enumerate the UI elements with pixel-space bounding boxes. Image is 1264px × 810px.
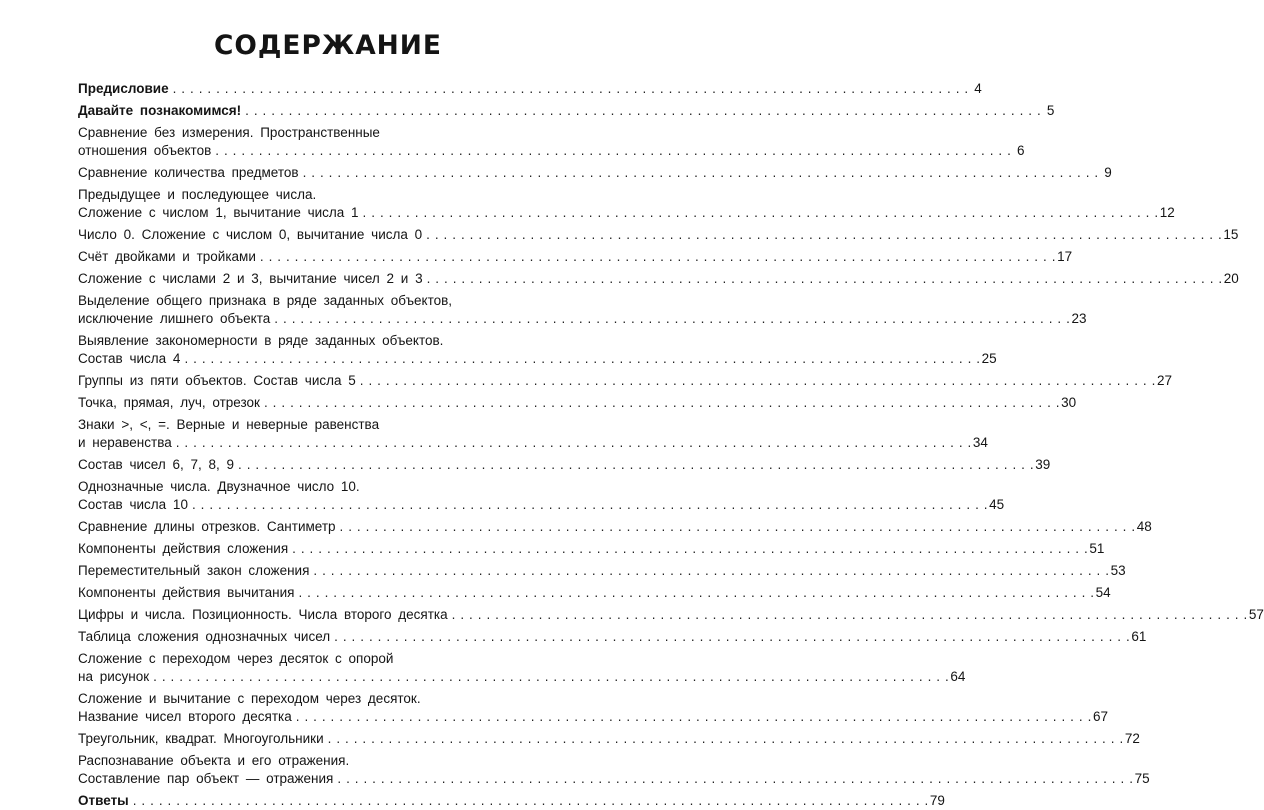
toc-entry [78,186,1175,222]
toc-entry-row [78,248,1073,266]
toc-entry-title-line: Сложение и вычитание с переходом через десяток. [78,691,421,706]
toc-entry-row [78,518,1152,536]
toc-entry-row [78,562,1126,580]
toc-entry-title-line: отношения объектов [78,143,212,158]
dot-leader [215,142,1011,160]
toc-entry [78,456,1051,474]
toc-entry-title-line: Сравнение без измерения. Пространственные [78,125,380,140]
toc-entry-title-line: Выявление закономерности в ряде заданных объектов. [78,333,444,348]
toc-entry-page-number: 34 [972,435,988,450]
toc-entry-title-line: Составление пар объект — отражения [78,771,334,786]
toc-entry-page-number: 5 [1046,103,1055,118]
toc-entry-title-line: Компоненты действия сложения [78,541,289,556]
toc-entry-row [78,730,1140,748]
toc-entry-title-line: Состав числа 4 [78,351,181,366]
toc-entry-row [78,204,1175,222]
toc-entry [78,248,1073,266]
dot-leader [334,628,1130,646]
toc-entry [78,332,997,368]
toc-entry-page-number: 79 [929,793,945,808]
dot-leader [274,310,1070,328]
toc-entry-title-line: Сложение с числом 1, вычитание числа 1 [78,205,359,220]
dot-leader [298,584,1094,602]
toc-entry [78,606,1264,624]
toc-entry [78,394,1077,412]
toc-entry [78,372,1172,390]
toc-entry-row [78,434,988,452]
dot-leader [427,270,1223,288]
toc-entry [78,730,1140,748]
toc-entry [78,518,1152,536]
toc-entry-title-line: Переместительный закон сложения [78,563,310,578]
toc-entry-page-number: 15 [1223,227,1239,242]
toc-entry-row [78,792,945,810]
toc-entry-page-number: 20 [1223,271,1239,286]
toc-entry-row [78,708,1108,726]
toc-entry-title-line: Выделение общего признака в ряде заданных объектов, [78,293,453,308]
toc-entry [78,584,1111,602]
toc-entry [78,80,982,98]
toc-entry-title-line: Предыдущее и последующее числа. [78,187,317,202]
toc-entry-title-line: Таблица сложения однозначных чисел [78,629,331,644]
toc-entry-title-line: Треугольник, квадрат. Многоугольники [78,731,324,746]
toc-entry-title-line: Группы из пяти объектов. Состав числа 5 [78,373,356,388]
toc-entry-row [78,496,1005,514]
dot-leader [360,372,1156,390]
toc-entry-page-number: 72 [1124,731,1140,746]
toc-entry-row [78,628,1147,646]
dot-leader [328,730,1124,748]
toc-entry-title-line: Распознавание объекта и его отражения. [78,753,350,768]
toc-entry-page-number: 48 [1136,519,1152,534]
toc-entry-page-number: 23 [1071,311,1087,326]
toc-entry [78,124,1025,160]
page-title: СОДЕРЖАНИЕ [213,30,442,61]
toc-entry-title-line: Счёт двойками и тройками [78,249,256,264]
toc-entry [78,562,1126,580]
toc-entry-page-number: 9 [1104,165,1112,180]
dot-leader [245,102,1041,120]
toc-entry-page-number: 30 [1061,395,1077,410]
dot-leader [340,518,1136,536]
toc-entry [78,540,1105,558]
toc-entry-row [78,770,1150,788]
toc-entry-row [78,142,1025,160]
toc-entry-row [78,456,1051,474]
dot-leader [173,80,969,98]
toc-entry-title-line: Название чисел второго десятка [78,709,292,724]
toc-entry-page-number: 57 [1248,607,1264,622]
dot-leader [452,606,1248,624]
toc-entry-title-line: Состав чисел 6, 7, 8, 9 [78,457,235,472]
toc-entry-row [78,540,1105,558]
toc-entry [78,752,1150,788]
dot-leader [363,204,1159,222]
toc-entry-row [78,372,1172,390]
dot-leader [176,434,972,452]
dot-leader [303,164,1099,182]
toc-entry-title-line: Цифры и числа. Позиционность. Числа второго десятка [78,607,448,622]
toc-entry-title-line: Сложение с числами 2 и 3, вычитание чисел 2 и 3 [78,271,423,286]
toc-entry-page-number: 45 [989,497,1005,512]
toc-entry-page-number: 4 [974,81,982,96]
toc-entry-page-number: 6 [1016,143,1025,158]
toc-entry-row [78,310,1087,328]
toc-entry-title-line: Однозначные числа. Двузначное число 10. [78,479,360,494]
toc-entry-page-number: 54 [1095,585,1111,600]
toc-entry [78,690,1108,726]
toc-entry-row [78,584,1111,602]
dot-leader [337,770,1133,788]
toc-entry-page-number: 39 [1035,457,1051,472]
toc-entry-row [78,394,1077,412]
dot-leader [153,668,949,686]
toc-entry-title-line: Давайте познакомимся! [78,103,242,118]
toc-entry-row [78,102,1055,120]
toc-entry-page-number: 51 [1089,541,1105,556]
toc-entry-title-line: Предисловие [78,81,169,96]
toc-entry-row [78,80,982,98]
toc-entry-title-line: исключение лишнего объекта [78,311,271,326]
toc-entry-row [78,350,997,368]
toc-entry-title-line: и неравенства [78,435,172,450]
toc-entry-title-line: Компоненты действия вычитания [78,585,295,600]
toc-entry-page-number: 61 [1131,629,1147,644]
toc-entry-page-number: 25 [981,351,997,366]
dot-leader [264,394,1060,412]
toc-entry [78,416,988,452]
dot-leader [192,496,988,514]
toc-entry [78,478,1005,514]
toc-entry-title-line: Сложение с переходом через десяток с опорой [78,651,394,666]
dot-leader [292,540,1088,558]
dot-leader [296,708,1092,726]
toc-entry-page-number: 12 [1159,205,1175,220]
toc-entry-title-line: Ответы [78,793,129,808]
toc-entry-page-number: 17 [1057,249,1073,264]
toc-entry-title-line: Сравнение количества предметов [78,165,299,180]
toc-entry-page-number: 53 [1110,563,1126,578]
dot-leader [313,562,1109,580]
dot-leader [238,456,1034,474]
toc-entry-page-number: 67 [1092,709,1108,724]
toc-entry-title-line: Состав числа 10 [78,497,188,512]
dot-leader [184,350,980,368]
toc-entry [78,270,1239,288]
toc-entry-page-number: 64 [950,669,966,684]
toc-entry-title-line: Точка, прямая, луч, отрезок [78,395,260,410]
dot-leader [133,792,929,810]
toc-entry-row [78,668,966,686]
toc-entry-title-line: Число 0. Сложение с числом 0, вычитание числа 0 [78,227,423,242]
table-of-contents [78,80,1264,810]
dot-leader [260,248,1056,266]
toc-entry [78,164,1112,182]
toc-entry-row [78,270,1239,288]
toc-entry [78,102,1055,120]
toc-entry-row [78,164,1112,182]
toc-entry-page-number: 27 [1156,373,1172,388]
toc-entry [78,650,966,686]
toc-entry-title-line: на рисунок [78,669,150,684]
toc-entry-row [78,606,1264,624]
dot-leader [426,226,1222,244]
toc-entry-title-line: Знаки >, <, =. Верные и неверные равенства [78,417,380,432]
toc-entry-title-line: Сравнение длины отрезков. Сантиметр [78,519,336,534]
toc-entry-row [78,226,1239,244]
toc-entry [78,792,945,810]
toc-entry-page-number: 75 [1134,771,1150,786]
toc-entry [78,292,1087,328]
toc-entry [78,628,1147,646]
toc-entry [78,226,1239,244]
